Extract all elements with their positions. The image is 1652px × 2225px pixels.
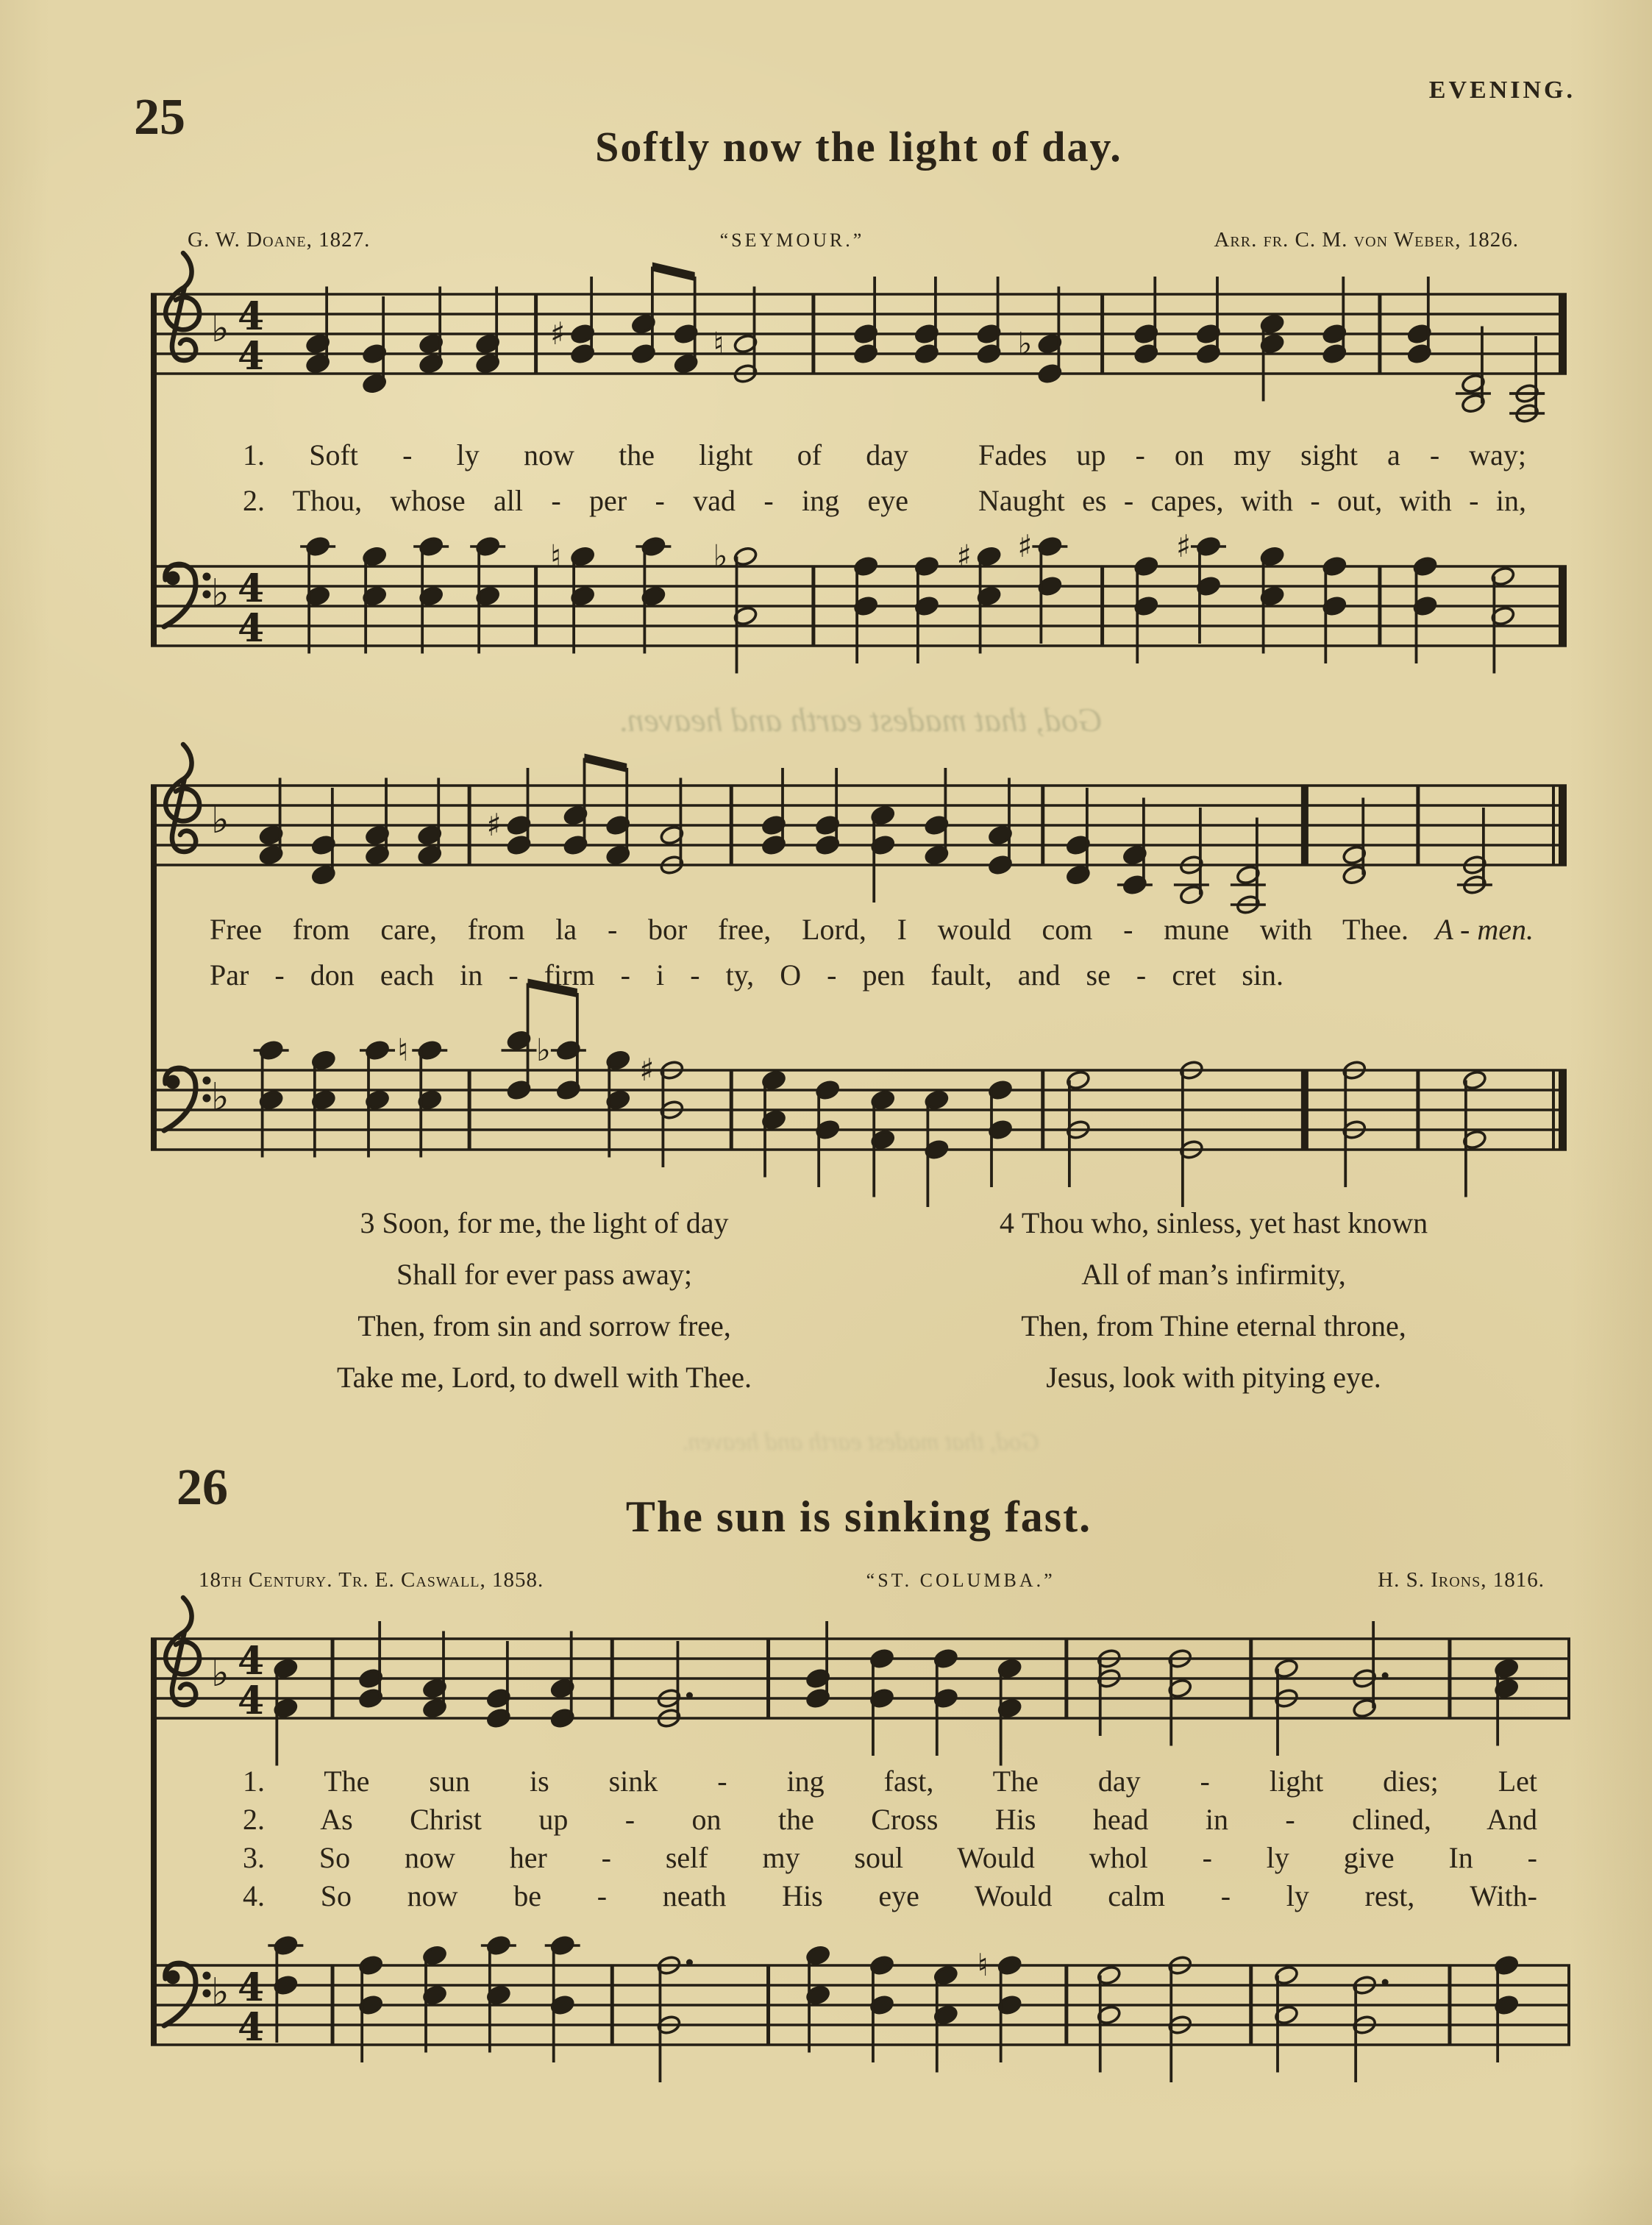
verse-line: Soon, for me, the light of day [382, 1206, 729, 1239]
lyric-verse1-second-half: Fades up - on my sight a - way; [978, 438, 1526, 471]
svg-text:♮: ♮ [713, 325, 724, 362]
hymn-25-composer: Arr. fr. C. M. von Weber, 1826. [1214, 228, 1519, 252]
lyric-amen: A - men. [1435, 913, 1534, 946]
svg-text:4: 4 [238, 606, 265, 651]
svg-text:♯: ♯ [956, 538, 972, 574]
svg-text:4: 4 [238, 1678, 265, 1723]
svg-text:♯: ♯ [486, 807, 502, 843]
svg-text:♯: ♯ [1017, 528, 1033, 564]
svg-text:♭: ♭ [211, 1971, 229, 2015]
hymn-25-title: Softly now the light of day. [595, 123, 1122, 171]
music-staff-hymn25-bass-2 [151, 1019, 1567, 1217]
verse-line: Thou who, sinless, yet hast known [1021, 1206, 1428, 1239]
verse-line: Jesus, look with pitying eye. [1046, 1361, 1381, 1394]
svg-text:♯: ♯ [550, 316, 566, 352]
svg-text:4: 4 [238, 566, 265, 611]
verse-line: Then, from sin and sorrow free, [357, 1309, 731, 1342]
running-head-evening: EVENING. [1428, 76, 1576, 104]
music-staff-hymn25-treble-2 [151, 734, 1567, 933]
svg-text:♭: ♭ [211, 307, 229, 351]
svg-text:♭: ♭ [1017, 325, 1033, 362]
svg-text:♮: ♮ [550, 538, 562, 574]
svg-text:4: 4 [238, 1965, 265, 2010]
lyric-verse2-first-half: 2. Thou, whose all - per - vad - ing eye [243, 484, 908, 517]
lyric-line [243, 483, 1526, 518]
svg-text:4: 4 [238, 1639, 265, 1684]
hymn-26-number: 26 [177, 1459, 228, 1516]
lyric-line: 3. So now her - self my soul Would whol - ly give In - [243, 1841, 1537, 1874]
music-staff-hymn25-bass-1 [151, 515, 1567, 713]
svg-text:4: 4 [238, 334, 265, 379]
hymn-26-title: The sun is sinking fast. [625, 1492, 1092, 1541]
svg-text:4: 4 [238, 2005, 265, 2050]
hymn-26-tune-name: “ST. COLUMBA.” [866, 1570, 1055, 1591]
hymn-26-composer: H. S. Irons, 1816. [1378, 1568, 1545, 1592]
music-staff-hymn26-bass [151, 1914, 1570, 2112]
lyric-line [243, 438, 1526, 472]
svg-text:♮: ♮ [977, 1947, 989, 1983]
hymn-26-attribution [199, 1568, 1545, 1592]
show-through-text: God, that madest earth and heaven. [619, 701, 1103, 738]
hymn-25-tune-name: “SEYMOUR.” [719, 229, 865, 251]
hymn-25-verse-4 [875, 1197, 1552, 1403]
svg-text:♭: ♭ [211, 1651, 229, 1695]
hymn-26-author: 18th Century. Tr. E. Caswall, 1858. [199, 1568, 544, 1592]
svg-text:♭: ♭ [535, 1032, 551, 1068]
lyric-verse1-first-half: 1. Soft - ly now the light of day [243, 438, 908, 471]
lyric-verse2-second-half: Naught es - capes, with - out, with - in, [978, 484, 1526, 517]
music-staff-hymn26-treble [151, 1587, 1570, 1786]
lyric-verse1-ending: Free from care, from la - bor free, Lord, I would com - mune with Thee. [210, 913, 1409, 946]
verse-number: 3 [360, 1206, 375, 1239]
verse-line: All of man’s infirmity, [1081, 1258, 1346, 1291]
svg-text:♭: ♭ [713, 538, 728, 574]
svg-text:♯: ♯ [639, 1052, 655, 1088]
lyric-line [210, 958, 1534, 992]
verse-number: 4 [999, 1206, 1014, 1239]
lyric-line: 1. The sun is sink - ing fast, The day - light dies; Let [243, 1765, 1537, 1798]
show-through-text-faint: God, that madest earth and heaven. [681, 1428, 1040, 1456]
music-staff-hymn25-treble-1 [151, 243, 1567, 441]
svg-text:♮: ♮ [397, 1032, 409, 1068]
verse-line: Take me, Lord, to dwell with Thee. [336, 1361, 752, 1394]
hymn-25-author: G. W. Doane, 1827. [188, 228, 371, 252]
svg-text:♭: ♭ [211, 1075, 229, 1119]
lyric-line [210, 912, 1534, 947]
svg-text:4: 4 [238, 294, 265, 339]
hymn-25-number: 25 [134, 89, 185, 146]
verse-line: Then, from Thine eternal throne, [1021, 1309, 1406, 1342]
lyric-line: 4. So now be - neath His eye Would calm - ly rest, With- [243, 1879, 1537, 1912]
svg-text:♭: ♭ [211, 798, 229, 842]
verse-line: Shall for ever pass away; [396, 1258, 693, 1291]
svg-text:♯: ♯ [1175, 528, 1192, 564]
lyric-line: 2. As Christ up - on the Cross His head in - clined, And [243, 1803, 1537, 1836]
lyric-verse2-ending: Par - don each in - firm - i - ty, O - pen fault, and se - cret sin. [210, 958, 1283, 992]
svg-text:♭: ♭ [211, 572, 229, 616]
hymn-25-verse-3 [221, 1197, 868, 1403]
